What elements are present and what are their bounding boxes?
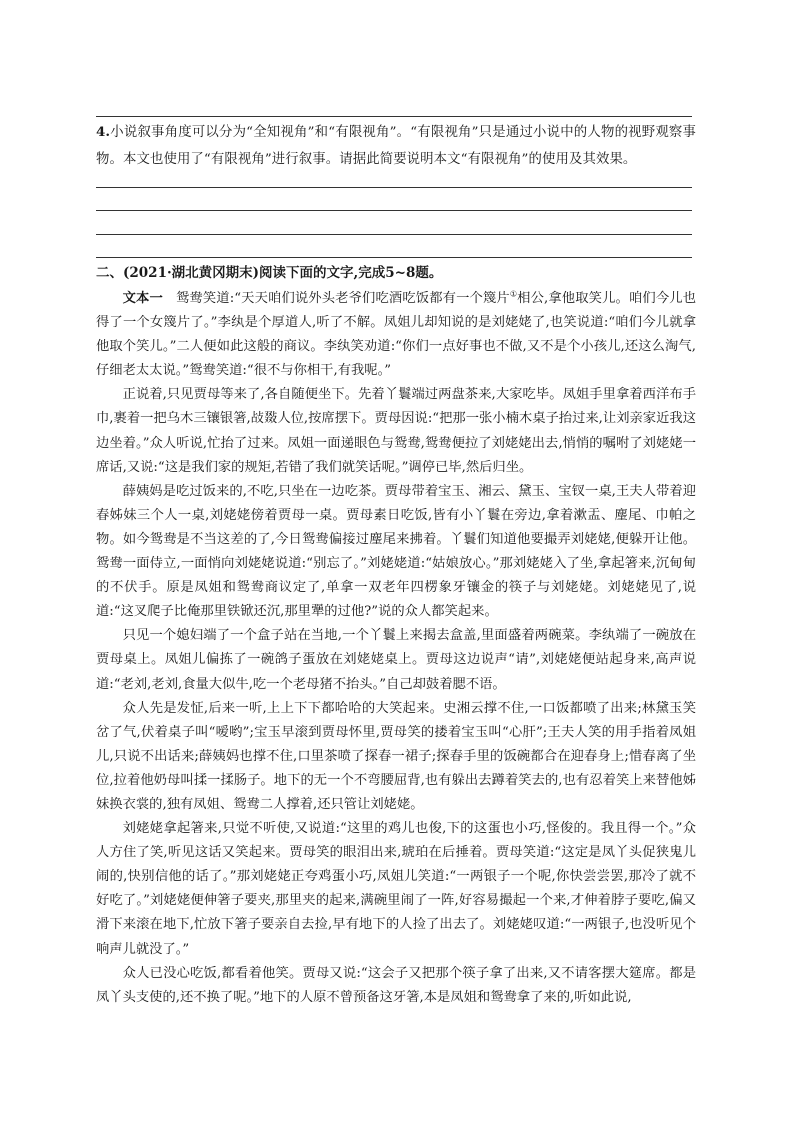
answer-line (96, 187, 692, 188)
paragraph: 只见一个媳妇端了一个盒子站在当地,一个丫鬟上来揭去盒盖,里面盛着两碗菜。李纨端了一碗放在贾母桌上。凤姐儿偏拣了一碗鸽子蛋放在刘姥姥桌上。贾母这边说声“请”,刘姥姥便站起身来,高声说道:“老刘,老刘,食量大似牛,吃一个老母猪不抬头。”自己却鼓着腮不语。 (96, 628, 696, 692)
passage-text (96, 287, 696, 1010)
answer-line (96, 116, 692, 117)
paragraph: 正说着,只见贾母等来了,各自随便坐下。先着丫鬟端过两盘茶来,大家吃毕。凤姐手里拿着西洋布手巾,裹着一把乌木三镶银箸,敁敠人位,按席摆下。贾母因说:“把那一张小楠木桌子抬过来,让刘亲家近我这边坐着。”众人听说,忙抬了过来。凤姐一面递眼色与鸳鸯,鸳鸯便拉了刘姥姥出去,悄悄的嘱咐了刘姥姥一席话,又说:“这是我们家的规矩,若错了我们就笑话呢。”调停已毕,然后归坐。 (96, 387, 696, 475)
text-label: 文本一 (122, 291, 163, 306)
answer-line (96, 257, 692, 258)
paragraph: 刘姥姥拿起箸来,只觉不听使,又说道:“这里的鸡儿也俊,下的这蛋也小巧,怪俊的。我且得一个。”众人方住了笑,听见这话又笑起来。贾母笑的眼泪出来,琥珀在后捶着。贾母笑道:“这定是凤丫头促狭鬼儿闹的,快别信他的话了。”那刘姥姥正夸鸡蛋小巧,凤姐儿笑道:“一两银子一个呢,你快尝尝罢,那冷了就不好吃了。”刘姥姥便伸箸子要夹,那里夹的起来,满碗里闹了一阵,好容易撮起一个来,才伸着脖子要吃,偏又滑下来滚在地下,忙放下箸子要亲自去捡,早有地下的人捡了出去了。刘姥姥叹道:“一两银子,也没听见个响声儿就没了。” (96, 821, 696, 957)
paragraph: 文本一 鸳鸯笑道:“天天咱们说外头老爷们吃酒吃饭都有一个篾片①相公,拿他取笑儿。咱们今儿也得了一个女篾片了。”李纨是个厚道人,听了不解。凤姐儿却知说的是刘姥姥了,也笑说道:“咱们今儿就拿他取个笑儿。”二人便如此这般的商议。李纨笑劝道:“你们一点好事也不做,又不是个小孩儿,还这么淘气,仔细老太太说。”鸳鸯笑道:“很不与你相干,有我呢。” (96, 289, 697, 379)
section-heading: 二、(2021·湖北黄冈期末)阅读下面的文字,完成5~8题。 (96, 265, 443, 281)
paragraph: 薛姨妈是吃过饭来的,不吃,只坐在一边吃茶。贾母带着宝玉、湘云、黛玉、宝钗一桌,王夫人带着迎春姊妹三个人一桌,刘姥姥傍着贾母一桌。贾母素日吃饭,皆有小丫鬟在旁边,拿着漱盂、麈尾、巾帕之物。如今鸳鸯是不当这差的了,今日鸳鸯偏接过麈尾来拂着。丫鬟们知道他要撮弄刘姥姥,便躲开让他。鸳鸯一面侍立,一面悄向刘姥姥说道:“别忘了。”刘姥姥道:“姑娘放心。”那刘姥姥入了坐,拿起箸来,沉甸甸的不伏手。原是凤姐和鸳鸯商议定了,单拿一双老年四楞象牙镶金的筷子与刘姥姥。刘姥姥见了,说道:“这叉爬子比俺那里铁锨还沉,那里犟的过他?”说的众人都笑起来。 (96, 483, 696, 620)
footnote-marker: ① (509, 289, 518, 299)
question-4 (96, 119, 696, 173)
question-number: 4. (96, 124, 111, 140)
answer-line (96, 234, 692, 235)
question-text: 小说叙事角度可以分为“全知视角”和“有限视角”。“有限视角”只是通过小说中的人物的视野观察事物。本文也使用了“有限视角”进行叙事。请据此简要说明本文“有限视角”的使用及其效果。 (96, 125, 696, 167)
paragraph: 众人先是发怔,后来一听,上上下下都哈哈的大笑起来。史湘云撑不住,一口饭都喷了出来;林黛玉笑岔了气,伏着桌子叫“嗳哟”;宝玉早滚到贾母怀里,贾母笑的搂着宝玉叫“心肝”;王夫人笑的用手指着凤姐儿,只说不出话来;薛姨妈也撑不住,口里茶喷了探春一裙子;探春手里的饭碗都合在迎春身上;惜春离了坐位,拉着他奶母叫揉一揉肠子。地下的无一个不弯腰屈背,也有躲出去蹲着笑去的,也有忍着笑上来替他姊妹换衣裳的,独有凤姐、鸳鸯二人撑着,还只管让刘姥姥。 (96, 700, 696, 812)
answer-line (96, 210, 692, 211)
paragraph: 众人已没心吃饭,都看着他笑。贾母又说:“这会子又把那个筷子拿了出来,又不请客摆大筵席。都是凤丫头支使的,还不换了呢。”地下的人原不曾预备这牙箸,本是凤姐和鸳鸯拿了来的,听如此说, (96, 965, 696, 1005)
